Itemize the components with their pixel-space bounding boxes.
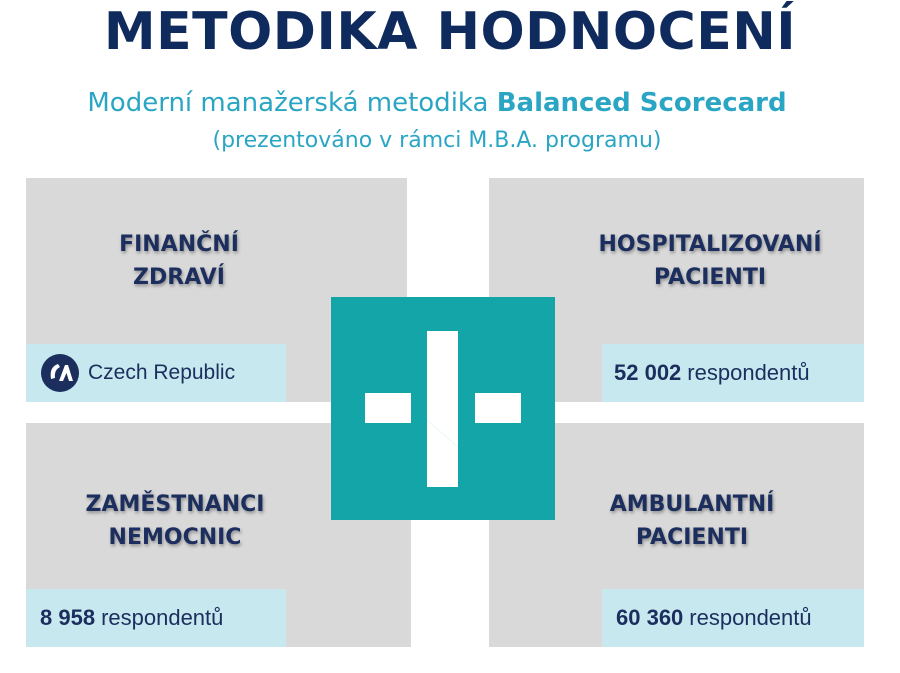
panel-employees-title-line2: NEMOCNIC [108,525,242,550]
subtitle-bold: Balanced Scorecard [496,88,787,118]
panel-financial-title [114,228,244,294]
panel-financial-title-line2: ZDRAVÍ [133,265,225,290]
outpatients-stat [602,589,864,647]
panel-employees-title [60,488,290,554]
outpatients-unit: respondentů [689,605,812,630]
inpatients-unit: respondentů [687,360,810,385]
panel-inpatients-title [575,228,845,294]
financial-logo-text: Czech Republic [88,361,236,384]
outpatients-count: 60 360 [616,605,684,630]
panel-employees-title-line1: ZAMĚSTNANCI [85,492,265,517]
page-title: METODIKA HODNOCENÍ [103,2,797,62]
page-subtitle [0,88,874,118]
financial-logo-box [26,344,286,402]
inpatients-count: 52 002 [614,360,682,385]
panel-outpatients-title-line2: PACIENTI [635,525,749,550]
employees-stat [26,589,286,647]
employees-unit: respondentů [101,605,224,630]
panel-inpatients-title-line1: HOSPITALIZOVANÍ [598,232,822,257]
cla-logo-icon [40,353,80,393]
panel-inpatients-title-line2: PACIENTI [653,265,767,290]
employees-count: 8 958 [40,605,96,630]
panel-outpatients-title-line1: AMBULANTNÍ [609,492,775,517]
inpatients-stat [602,344,864,402]
page-subtitle-note: (prezentováno v rámci M.B.A. programu) [212,128,662,153]
panel-financial-title-line1: FINANČNÍ [119,232,239,257]
subtitle-prefix: Moderní manažerská metodika [87,88,497,118]
medical-cross-logo-icon [331,297,555,520]
panel-outpatients-title [597,488,787,554]
